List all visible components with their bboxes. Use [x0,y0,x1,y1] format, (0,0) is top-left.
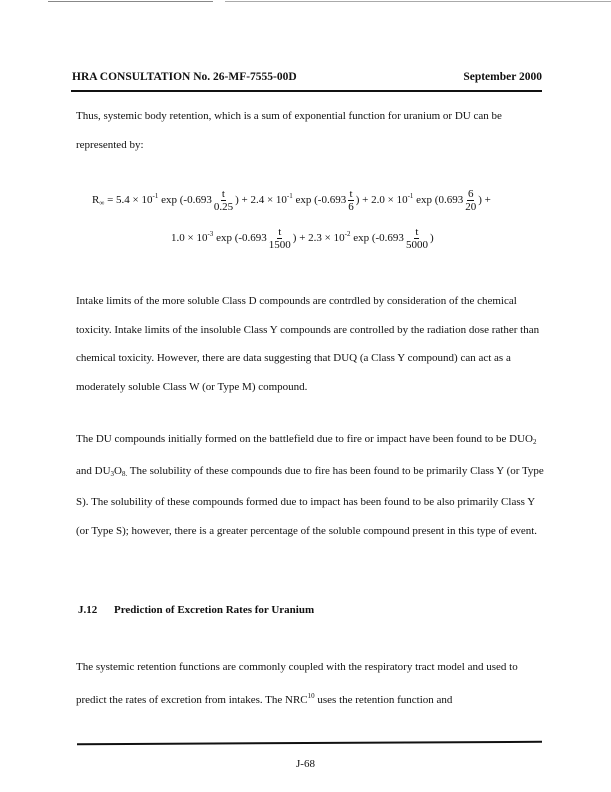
paragraph-du-compounds: The DU compounds initially formed on the battlefield due to fire or impact have been found to be $DUO_2$ and $DU_3O_{8.}$ The solubility of these compounds due to fire has been found to be primarily Class Y (or Type S). The solubility of these compounds formed due to impact has been found to be also primarily Class Y (or Type S); however, there is a greater percentage of the soluble compound present in this type of event. [76,433,544,537]
paragraph-intake-limits: Intake limits of the more soluble Class D compounds are contrdled by consideration of the chemical toxicity. Intake limits of the insoluble Class Y compounds are controlled by the radiation dose rather than chemical toxicity. However, there are data suggesting that DUQ (a Class Y compound) can act as a moderately soluble Class W (or Type M) compound. [76,295,540,393]
equation-term: $2.0 \times 10^{-1}$ exp (0.693 $\frac{6}{20}$ ) + [371,188,491,213]
section-title: Prediction of Excretion Rates for Uranium [114,604,315,616]
footer-rule [77,741,542,745]
citation-reference: 10 [307,691,315,700]
equation-line-1 [92,188,491,213]
header-date: September 2000 [463,71,542,83]
equation-term: = $5.4 \times 10^{-1}$ exp (-0.693 $\frac{t}{0.25}$ ) + [107,188,248,213]
paragraph-retention-functions: The systemic retention functions are commonly coupled with the respiratory tract model and used to predict the rates of excretion from intakes. The NRC$^{10}$ uses the retention function and [76,661,518,706]
header-rule [71,90,542,92]
equation-term: $1.0 \times 10^{-3}$ exp (-0.693 $\frac{t}{1500}$ ) + [171,226,306,251]
section-heading [78,604,314,616]
page-number: J-68 [296,758,315,770]
section-number: J.12 [78,604,98,616]
equation-line-2 [171,226,434,251]
equation-term: $2.3 \times 10^{-2}$ exp (-0.693 $\frac{t}{5000}$ ) [308,226,434,251]
intro-paragraph: Thus, systemic body retention, which is a sum of exponential function for uranium or DU can be represented by: [76,110,502,151]
header-title: HRA CONSULTATION No. 26-MF-7555-00D [72,71,297,83]
equation-term: $2.4 \times 10^{-1}$ exp (-0.693 $\frac{t}{6}$ ) + [250,188,369,213]
equation-lhs: $R_\infty$ [92,194,105,208]
scan-artifact [0,0,611,3]
page-header [72,71,542,87]
